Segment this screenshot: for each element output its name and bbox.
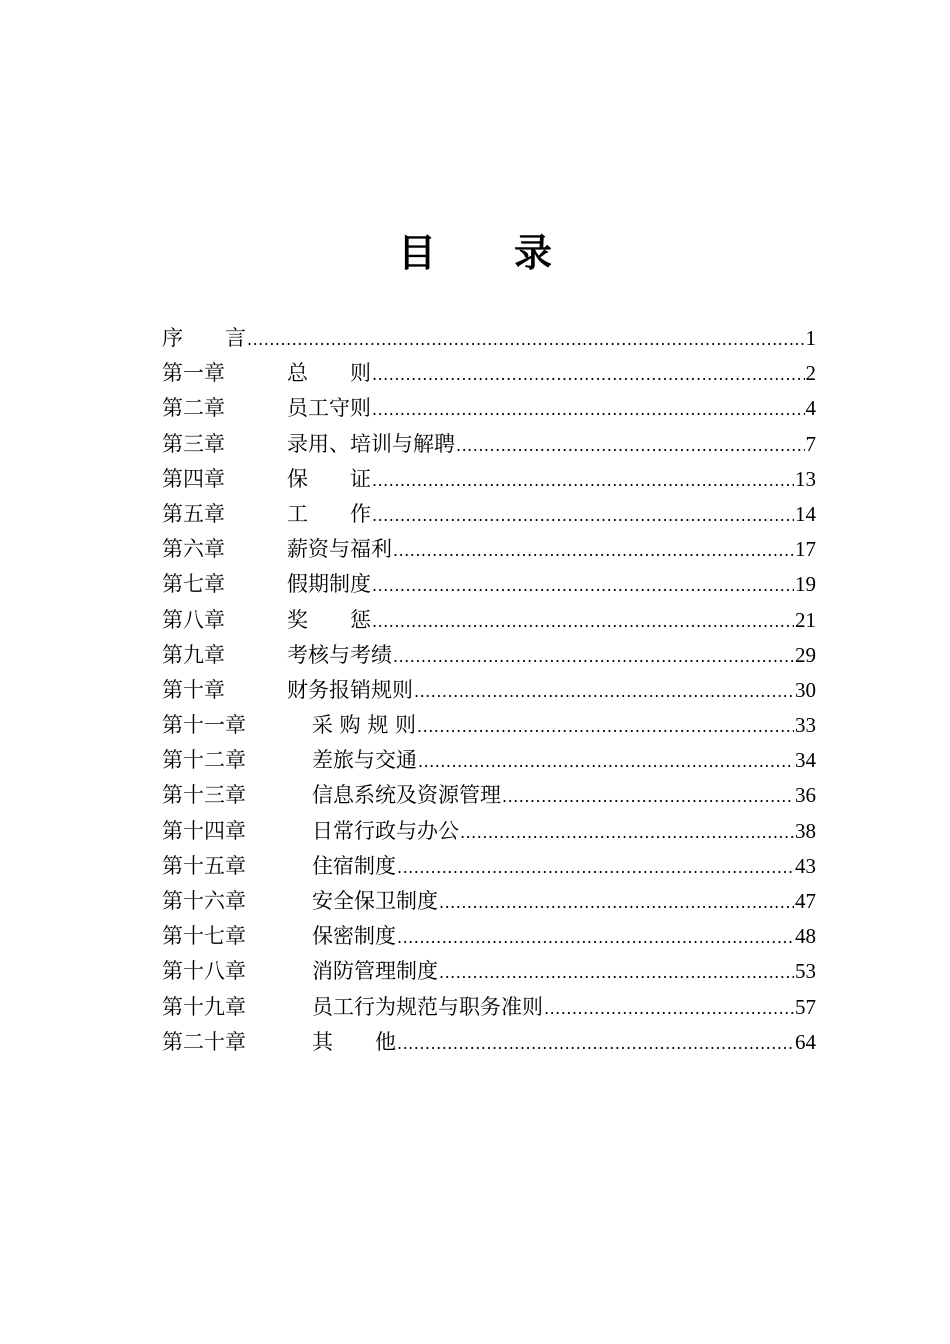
toc-leader-dots	[397, 920, 794, 955]
toc-entry[interactable]	[162, 919, 816, 954]
toc-entry-title: 薪资与福利	[287, 537, 392, 562]
toc-entry-title: 住宿制度	[312, 853, 396, 878]
toc-entry-title: 考核与考绩	[287, 642, 392, 667]
toc-page-number: 30	[795, 677, 816, 702]
toc-leader-dots	[439, 955, 794, 990]
toc-entry[interactable]	[162, 778, 816, 813]
toc-entry[interactable]	[162, 391, 816, 426]
toc-entry[interactable]	[162, 532, 816, 567]
toc-page-number: 7	[805, 431, 816, 456]
toc-page-number: 48	[795, 924, 816, 949]
toc-page-number: 19	[795, 572, 816, 597]
toc-page-number: 1	[805, 326, 816, 350]
toc-page-number: 14	[795, 501, 816, 526]
toc-leader-dots	[456, 428, 805, 463]
toc-page-number: 53	[795, 959, 816, 984]
toc-leader-dots	[372, 392, 805, 427]
toc-leader-dots	[439, 885, 794, 920]
toc-leader-dots	[247, 322, 805, 357]
toc-entry-title: 录用、培训与解聘	[287, 431, 455, 456]
toc-leader-dots	[397, 850, 794, 885]
toc-page-number: 13	[795, 466, 816, 491]
page-title-char-1: 目	[397, 230, 436, 275]
toc-entry[interactable]	[162, 603, 816, 638]
toc-entry-title: 员工守则	[287, 396, 371, 421]
toc-chapter-number: 第八章	[162, 607, 225, 632]
toc-chapter-number: 第三章	[162, 431, 225, 456]
toc-entry-title: 日常行政与办公	[312, 818, 459, 843]
toc-chapter-number: 第七章	[162, 572, 225, 597]
toc-page-number: 4	[805, 396, 816, 421]
toc-chapter-number: 第十六章	[162, 889, 246, 913]
toc-entry[interactable]	[162, 884, 816, 919]
toc-page-number: 29	[795, 642, 816, 667]
toc-page-number: 57	[795, 994, 816, 1019]
toc-page-number: 38	[795, 818, 816, 843]
toc-entry[interactable]	[162, 743, 816, 778]
toc-entry-title: 工 作	[287, 501, 371, 526]
toc-chapter-number: 第十八章	[162, 959, 246, 984]
toc-page-number: 2	[805, 361, 816, 386]
toc-entry-title: 差旅与交通	[312, 748, 417, 773]
toc-chapter-number: 第十七章	[162, 924, 246, 949]
toc-entry-title: 序 言	[162, 326, 246, 350]
toc-leader-dots	[372, 498, 794, 533]
toc-leader-dots	[372, 357, 805, 392]
toc-entry[interactable]	[162, 497, 816, 532]
toc-leader-dots	[414, 674, 794, 709]
toc-entry[interactable]	[162, 427, 816, 462]
page-title-char-2: 录	[514, 230, 553, 275]
page-title	[0, 228, 950, 278]
toc-chapter-number: 第十五章	[162, 853, 246, 878]
toc-chapter-number: 第十章	[162, 677, 225, 702]
toc-chapter-number: 第十三章	[162, 783, 246, 808]
toc-page-number: 47	[795, 889, 816, 913]
toc-leader-dots	[397, 1026, 794, 1061]
toc-entry-title: 保 证	[287, 466, 371, 491]
toc-entry-title: 保密制度	[312, 924, 396, 949]
toc-leader-dots	[393, 639, 794, 674]
toc-chapter-number: 第四章	[162, 466, 225, 491]
table-of-contents	[162, 321, 816, 1060]
toc-chapter-number: 第十九章	[162, 994, 246, 1019]
toc-chapter-number: 第二章	[162, 396, 225, 421]
toc-entry-title: 消防管理制度	[312, 959, 438, 984]
toc-entry[interactable]	[162, 990, 816, 1025]
toc-page-number: 64	[795, 1029, 816, 1054]
toc-leader-dots	[502, 779, 794, 814]
toc-entry[interactable]	[162, 954, 816, 989]
toc-entry-title: 财务报销规则	[287, 677, 413, 702]
toc-entry-title: 奖 惩	[287, 607, 371, 632]
toc-leader-dots	[544, 991, 794, 1026]
toc-entry-title: 其 他	[312, 1029, 396, 1054]
toc-chapter-number: 第十一章	[162, 713, 246, 738]
toc-entry-title: 安全保卫制度	[312, 889, 438, 913]
toc-leader-dots	[460, 815, 794, 850]
toc-chapter-number: 第十四章	[162, 818, 246, 843]
toc-leader-dots	[372, 568, 794, 603]
toc-chapter-number: 第九章	[162, 642, 225, 667]
toc-leader-dots	[372, 604, 794, 639]
toc-chapter-number: 第二十章	[162, 1029, 246, 1054]
toc-leader-dots	[372, 463, 794, 498]
toc-page-number: 34	[795, 748, 816, 773]
toc-entry-title: 采 购 规 则	[312, 713, 417, 738]
toc-entry[interactable]	[162, 638, 816, 673]
toc-chapter-number: 第五章	[162, 501, 225, 526]
toc-entry[interactable]	[162, 708, 816, 743]
toc-chapter-number: 第六章	[162, 537, 225, 562]
toc-page-number: 21	[795, 607, 816, 632]
toc-page-number: 43	[795, 853, 816, 878]
toc-chapter-number: 第十二章	[162, 748, 246, 773]
toc-entry[interactable]	[162, 567, 816, 602]
toc-entry-title: 总 则	[287, 361, 371, 386]
toc-page-number: 33	[795, 713, 816, 738]
toc-page-number: 17	[795, 537, 816, 562]
toc-entry[interactable]	[162, 1025, 816, 1060]
toc-entry-title: 员工行为规范与职务准则	[312, 994, 543, 1019]
toc-entry-title: 信息系统及资源管理	[312, 783, 501, 808]
toc-entry[interactable]	[162, 462, 816, 497]
toc-entry[interactable]	[162, 814, 816, 849]
toc-leader-dots	[418, 744, 794, 779]
toc-leader-dots	[393, 533, 794, 568]
toc-entry-title: 假期制度	[287, 572, 371, 597]
toc-entry-preface[interactable]	[162, 321, 816, 356]
toc-entry[interactable]	[162, 356, 816, 391]
toc-chapter-number: 第一章	[162, 361, 225, 386]
toc-page-number: 36	[795, 783, 816, 808]
toc-leader-dots	[417, 709, 794, 744]
toc-entry[interactable]	[162, 849, 816, 884]
toc-entry[interactable]	[162, 673, 816, 708]
